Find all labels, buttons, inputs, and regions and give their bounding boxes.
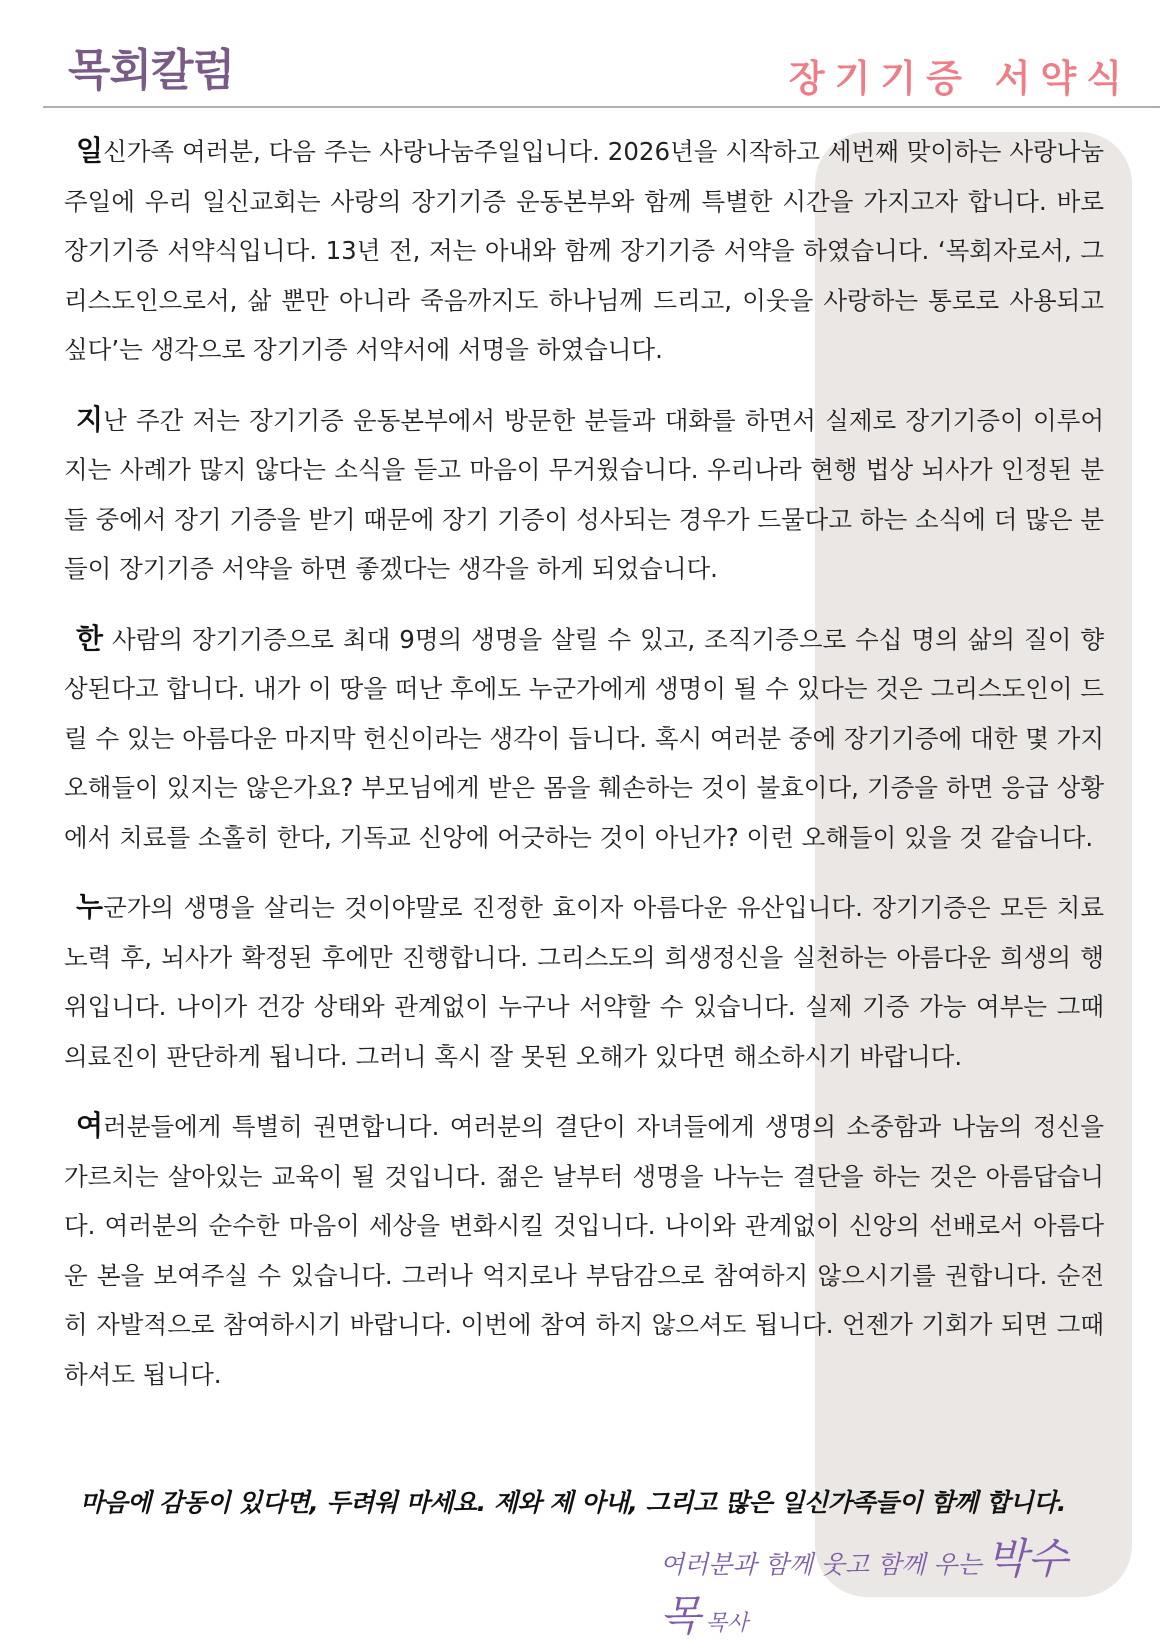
header-divider <box>43 106 1160 108</box>
paragraph-initial: 일 <box>76 134 104 167</box>
paragraph-text: 러분들에게 특별히 권면합니다. 여러분의 결단이 자녀들에게 생명의 소중함과 나눔의 정신을 가르치는 살아있는 교육이 될 것입니다. 젊은 날부터 생명을 나누는 결단을 하는 것은 아름답습니다. 여러분의 순수한 마음이 세상을 변화시킬 것입니다. 나이와 관계없이 신앙의 선배로서 아름다운 본을 보여주실 수 있습니다. 그러나 억지로나 부담감으로 참여하지 않으시기를 권합니다. 순전히 자발적으로 참여하시기 바랍니다. 이번에 참여 하지 않으셔도 됩니다. 언젠가 기회가 되면 그때 하셔도 됩니다. <box>64 1112 1104 1389</box>
paragraph-text: 사람의 장기기증으로 최대 9명의 생명을 살릴 수 있고, 조직기증으로 수십 명의 삶의 질이 향상된다고 합니다. 내가 이 땅을 떠난 후에도 누군가에게 생명이 될 수 있다는 것은 그리스도인이 드릴 수 있는 아름다운 마지막 헌신이라는 생각이 듭니다. 혹시 여러분 중에 장기기증에 대한 몇 가지 오해들이 있지는 않은가요? 부모님에게 받은 몸을 훼손하는 것이 불효이다, 기증을 하면 응급 상황에서 치료를 소홀히 한다, 기독교 신앙에 어긋하는 것이 아닌가? 이런 오해들이 있을 것 같습니다. <box>64 624 1104 852</box>
paragraph-3 <box>64 614 1104 863</box>
signature-name-part2: 목 <box>660 1591 701 1640</box>
paragraph-5 <box>64 1101 1104 1399</box>
column-subject: 장기기증 서약식 <box>788 57 1132 100</box>
paragraph-4 <box>64 882 1104 1081</box>
paragraph-text: 신가족 여러분, 다음 주는 사랑나눔주일입니다. 2026년을 시작하고 세번째 맞이하는 사랑나눔주일에 우리 일신교회는 사랑의 장기기증 운동본부와 함께 특별한 시간을 가지고자 합니다. 바로 장기기증 서약식입니다. 13년 전, 저는 아내와 함께 장기기증 서약을 하였습니다. ‘목회자로서, 그리스도인으로서, 삶 뿐만 아니라 죽음까지도 하나님께 드리고, 이웃을 사랑하는 통로로 사용되고 싶다’는 생각으로 장기기증 서약서에 서명을 하였습니다. <box>64 137 1104 364</box>
paragraph-initial: 여 <box>76 1109 104 1142</box>
paragraph-initial: 지 <box>76 402 104 436</box>
closing-statement: 마음에 감동이 있다면, 두려워 마세요. 제와 제 아내, 그리고 많은 일신가족들이 함께 합니다. <box>80 1488 1066 1517</box>
signature-title: 목사 <box>705 1611 749 1636</box>
signature-line: 여러분과 함께 웃고 함께 우는 <box>660 1550 982 1579</box>
paragraph-1 <box>64 126 1104 375</box>
paragraph-initial: 한 <box>76 621 104 655</box>
signature <box>660 1535 1130 1649</box>
article-body <box>64 126 1104 1419</box>
column-title: 목회칼럼 <box>68 45 235 96</box>
signature-name-part1: 박수 <box>986 1534 1068 1583</box>
paragraph-initial: 누 <box>76 890 104 923</box>
paragraph-text: 군가의 생명을 살리는 것이야말로 진정한 효이자 아름다운 유산입니다. 장기기증은 모든 치료 노력 후, 뇌사가 확정된 후에만 진행합니다. 그리스도의 희생정신을 실천하는 아름다운 희생의 행위입니다. 나이가 건강 상태와 관계없이 누구나 서약할 수 있습니다. 실제 기증 가능 여부는 그때 의료진이 판단하게 됩니다. 그러니 혹시 잘 못된 오해가 있다면 해소하시기 바랍니다. <box>64 893 1104 1071</box>
paragraph-2 <box>64 395 1104 594</box>
paragraph-text: 난 주간 저는 장기기증 운동본부에서 방문한 분들과 대화를 하면서 실제로 장기기증이 이루어지는 사례가 많지 않다는 소식을 듣고 마음이 무거웠습니다. 우리나라 현행 법상 뇌사가 인정된 분들 중에서 장기 기증을 받기 때문에 장기 기증이 성사되는 경우가 드물다고 하는 소식에 더 많은 분들이 장기기증 서약을 하면 좋겠다는 생각을 하게 되었습니다. <box>64 405 1104 583</box>
